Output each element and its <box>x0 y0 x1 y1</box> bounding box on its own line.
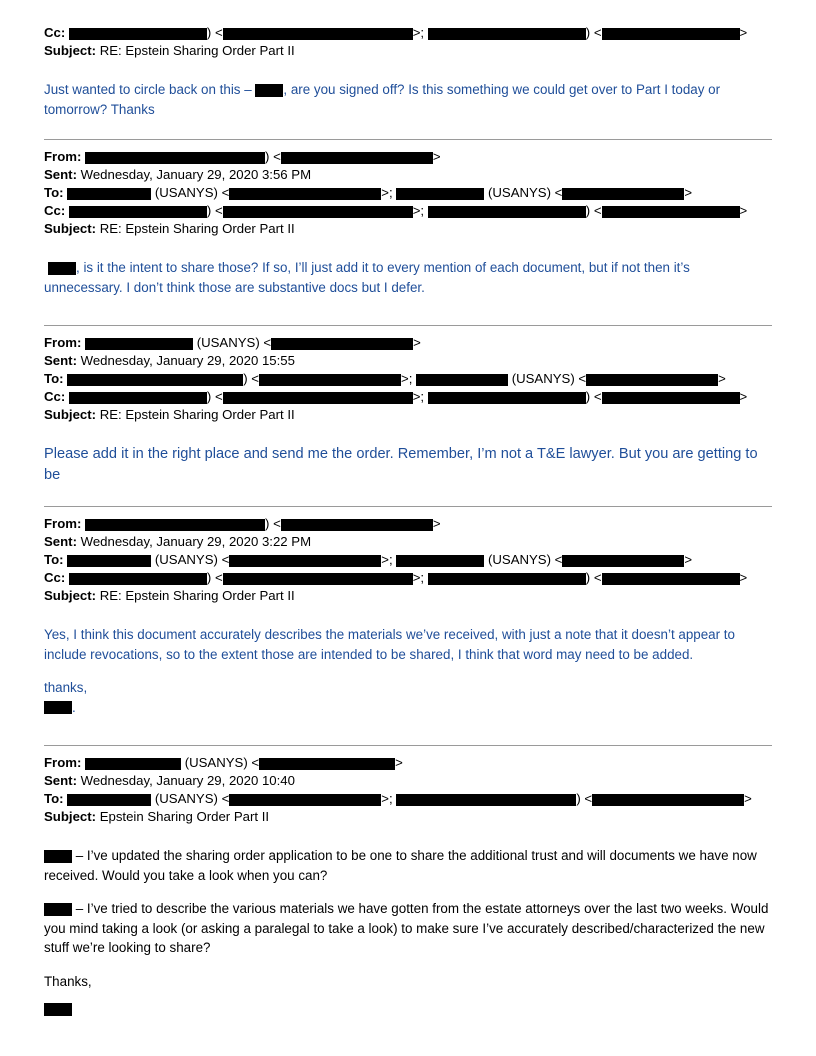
header-to <box>44 551 772 569</box>
email-message-5 <box>44 754 772 1019</box>
angle-close: > <box>739 570 748 585</box>
body-text-part: , is it the intent to share those? If so, I’ll just add it to every mention of each document, but if not then it’s unnecessary. I don’t think those are substantive docs but I defer. <box>44 260 690 295</box>
email-message-1 <box>44 24 772 119</box>
angle-close: > <box>412 203 421 218</box>
redacted-block <box>281 519 433 531</box>
header-subject <box>44 406 772 424</box>
header-label-subject: Subject: <box>44 221 97 236</box>
paren: ) <box>576 791 581 806</box>
period: . <box>72 699 76 715</box>
paren: ) <box>265 149 270 164</box>
semicolon: ; <box>388 552 393 567</box>
redacted-block <box>48 262 76 275</box>
body-text-part: Just wanted to circle back on this – <box>44 82 256 97</box>
semicolon: ; <box>420 389 425 404</box>
redacted-block <box>229 794 381 806</box>
redacted-block <box>67 188 151 200</box>
redacted-block <box>396 555 484 567</box>
angle-open: < <box>554 552 563 567</box>
paren: ) <box>243 371 248 386</box>
header-subject <box>44 220 772 238</box>
angle-close: > <box>432 149 441 164</box>
header-cc <box>44 569 772 587</box>
redacted-block <box>44 701 72 714</box>
redacted-block <box>428 206 586 218</box>
redacted-block <box>69 206 207 218</box>
email-message-4 <box>44 515 772 717</box>
header-sent <box>44 772 772 790</box>
subject-value: RE: Epstein Sharing Order Part II <box>99 407 295 422</box>
header-label-to: To: <box>44 185 64 200</box>
redacted-block <box>85 338 193 350</box>
sent-value: Wednesday, January 29, 2020 3:56 PM <box>80 167 312 182</box>
header-label-cc: Cc: <box>44 570 66 585</box>
angle-open: < <box>593 25 602 40</box>
header-label-from: From: <box>44 755 82 770</box>
message-body-2 <box>44 258 772 297</box>
angle-close: > <box>718 371 726 386</box>
redacted-block <box>259 374 401 386</box>
message-body-5-para-1 <box>44 846 772 885</box>
angle-open: < <box>221 791 230 806</box>
redacted-block <box>67 374 243 386</box>
paren: ) <box>585 203 591 218</box>
message-body-3: Please add it in the right place and send me the order. Remember, I’m not a T&E lawyer. But you are getting to be <box>44 446 758 483</box>
header-subject <box>44 808 772 826</box>
header-sent <box>44 352 772 370</box>
header-from <box>44 148 772 166</box>
subject-value: RE: Epstein Sharing Order Part II <box>99 221 295 236</box>
angle-open: < <box>273 516 281 531</box>
body-text-part: , are you signed off? Is this something we could get over to Part I today or tomorrow? Thanks <box>44 82 721 117</box>
semicolon: ; <box>420 25 425 40</box>
body-text-part: – I’ve updated the sharing order application to be one to share the additional trust and will documents we have now received. Would you take a look when you can? <box>44 848 757 883</box>
angle-open: < <box>215 389 223 404</box>
angle-close: > <box>381 185 389 200</box>
paren: ) <box>265 516 270 531</box>
body-text-part: – I’ve tried to describe the various materials we have gotten from the estate attorneys over the last two weeks. Would you mind taking a look (or asking a paralegal to take a look) to make sure I’ve accurately described/characterized the new stuff we’re looking to share? <box>44 901 769 955</box>
paren: ) <box>206 25 212 40</box>
header-sent <box>44 166 772 184</box>
redacted-block <box>85 519 265 531</box>
email-message-2 <box>44 148 772 297</box>
redacted-block <box>416 374 508 386</box>
sent-value: Wednesday, January 29, 2020 15:55 <box>80 353 295 368</box>
semicolon: ; <box>420 570 425 585</box>
redacted-block <box>69 573 207 585</box>
message-signature-4 <box>44 698 772 718</box>
semicolon: ; <box>408 371 413 386</box>
header-cc <box>44 24 772 42</box>
angle-close: > <box>684 185 693 200</box>
angle-close: > <box>381 791 389 806</box>
angle-close: > <box>412 389 421 404</box>
angle-open: < <box>221 185 230 200</box>
message-body-5-para-2 <box>44 899 772 958</box>
redacted-block <box>229 555 381 567</box>
redacted-block <box>602 392 740 404</box>
angle-open: < <box>273 149 281 164</box>
message-body-4: Yes, I think this document accurately describes the materials we’ve received, with just a note that it doesn’t appear to include revocations, so to the extent those are intended to be shared, I think that word may need to be added. <box>44 627 735 662</box>
message-signoff-5: Thanks, <box>44 973 92 989</box>
angle-close: > <box>400 371 409 386</box>
angle-close: > <box>413 335 421 350</box>
redacted-block <box>44 850 72 863</box>
header-label-cc: Cc: <box>44 389 66 404</box>
redacted-block <box>428 392 586 404</box>
angle-close: > <box>739 25 748 40</box>
header-label-subject: Subject: <box>44 809 97 824</box>
header-label-cc: Cc: <box>44 25 66 40</box>
semicolon: ; <box>388 185 393 200</box>
subject-value: Epstein Sharing Order Part II <box>99 809 270 824</box>
angle-open: < <box>251 371 259 386</box>
redacted-block <box>271 338 413 350</box>
angle-open: < <box>578 371 587 386</box>
angle-close: > <box>684 552 693 567</box>
sent-value: Wednesday, January 29, 2020 3:22 PM <box>80 534 312 549</box>
redacted-block <box>396 188 484 200</box>
header-subject <box>44 587 772 605</box>
angle-open: < <box>251 755 260 770</box>
angle-open: < <box>593 389 602 404</box>
angle-open: < <box>215 25 223 40</box>
message-body-1 <box>44 80 772 119</box>
paren: ) <box>585 25 591 40</box>
angle-close: > <box>744 791 752 806</box>
header-from <box>44 754 772 772</box>
header-label-sent: Sent: <box>44 773 77 788</box>
header-label-sent: Sent: <box>44 167 77 182</box>
redacted-block <box>259 758 395 770</box>
redacted-block <box>562 188 684 200</box>
paren: ) <box>206 570 212 585</box>
angle-open: < <box>593 203 602 218</box>
redacted-block <box>281 152 433 164</box>
redacted-block <box>85 758 181 770</box>
header-to <box>44 790 772 808</box>
redacted-block <box>428 28 586 40</box>
header-sent <box>44 533 772 551</box>
angle-close: > <box>739 203 748 218</box>
redacted-block <box>223 392 413 404</box>
paren: ) <box>206 389 212 404</box>
angle-close: > <box>412 25 421 40</box>
header-label-from: From: <box>44 335 82 350</box>
redacted-block <box>69 392 207 404</box>
redacted-block <box>586 374 718 386</box>
angle-open: < <box>554 185 563 200</box>
redacted-block <box>223 28 413 40</box>
redacted-block <box>602 573 740 585</box>
redacted-block <box>602 206 740 218</box>
message-signature-5 <box>44 999 772 1019</box>
usanys: (USANYS) <box>154 185 218 200</box>
header-label-from: From: <box>44 149 82 164</box>
header-label-subject: Subject: <box>44 43 97 58</box>
redacted-block <box>223 573 413 585</box>
redacted-block <box>67 555 151 567</box>
angle-close: > <box>381 552 389 567</box>
angle-open: < <box>584 791 593 806</box>
header-to <box>44 370 772 388</box>
angle-open: < <box>221 552 230 567</box>
usanys: (USANYS) <box>487 552 551 567</box>
email-message-3 <box>44 334 772 486</box>
angle-close: > <box>395 755 403 770</box>
usanys: (USANYS) <box>487 185 551 200</box>
semicolon: ; <box>388 791 393 806</box>
angle-close: > <box>432 516 441 531</box>
redacted-block <box>592 794 744 806</box>
angle-open: < <box>593 570 602 585</box>
paren: ) <box>206 203 212 218</box>
usanys: (USANYS) <box>196 335 260 350</box>
paren: ) <box>585 389 591 404</box>
redacted-block <box>44 1003 72 1016</box>
header-from <box>44 334 772 352</box>
redacted-block <box>44 903 72 916</box>
header-label-to: To: <box>44 552 64 567</box>
header-label-cc: Cc: <box>44 203 66 218</box>
redacted-block <box>85 152 265 164</box>
semicolon: ; <box>420 203 425 218</box>
header-cc <box>44 388 772 406</box>
usanys: (USANYS) <box>184 755 248 770</box>
redacted-block <box>69 28 207 40</box>
message-signoff-4: thanks, <box>44 680 88 695</box>
header-label-to: To: <box>44 791 64 806</box>
angle-open: < <box>215 570 223 585</box>
redacted-block <box>602 28 740 40</box>
redacted-block <box>229 188 381 200</box>
header-label-subject: Subject: <box>44 588 97 603</box>
usanys: (USANYS) <box>154 552 218 567</box>
paren: ) <box>585 570 591 585</box>
angle-close: > <box>412 570 421 585</box>
header-to <box>44 184 772 202</box>
usanys: (USANYS) <box>154 791 218 806</box>
redacted-block <box>562 555 684 567</box>
header-label-from: From: <box>44 516 82 531</box>
angle-open: < <box>263 335 272 350</box>
header-label-subject: Subject: <box>44 407 97 422</box>
header-label-sent: Sent: <box>44 353 77 368</box>
header-label-to: To: <box>44 371 64 386</box>
angle-close: > <box>739 389 748 404</box>
header-cc <box>44 202 772 220</box>
subject-value: RE: Epstein Sharing Order Part II <box>99 43 295 58</box>
redacted-block <box>223 206 413 218</box>
usanys: (USANYS) <box>511 371 575 386</box>
redacted-block <box>396 794 576 806</box>
angle-open: < <box>215 203 223 218</box>
redacted-block <box>67 794 151 806</box>
header-label-sent: Sent: <box>44 534 77 549</box>
redacted-block <box>255 84 283 97</box>
sent-value: Wednesday, January 29, 2020 10:40 <box>80 773 295 788</box>
redacted-block <box>428 573 586 585</box>
header-subject <box>44 42 772 60</box>
header-from <box>44 515 772 533</box>
subject-value: RE: Epstein Sharing Order Part II <box>99 588 295 603</box>
